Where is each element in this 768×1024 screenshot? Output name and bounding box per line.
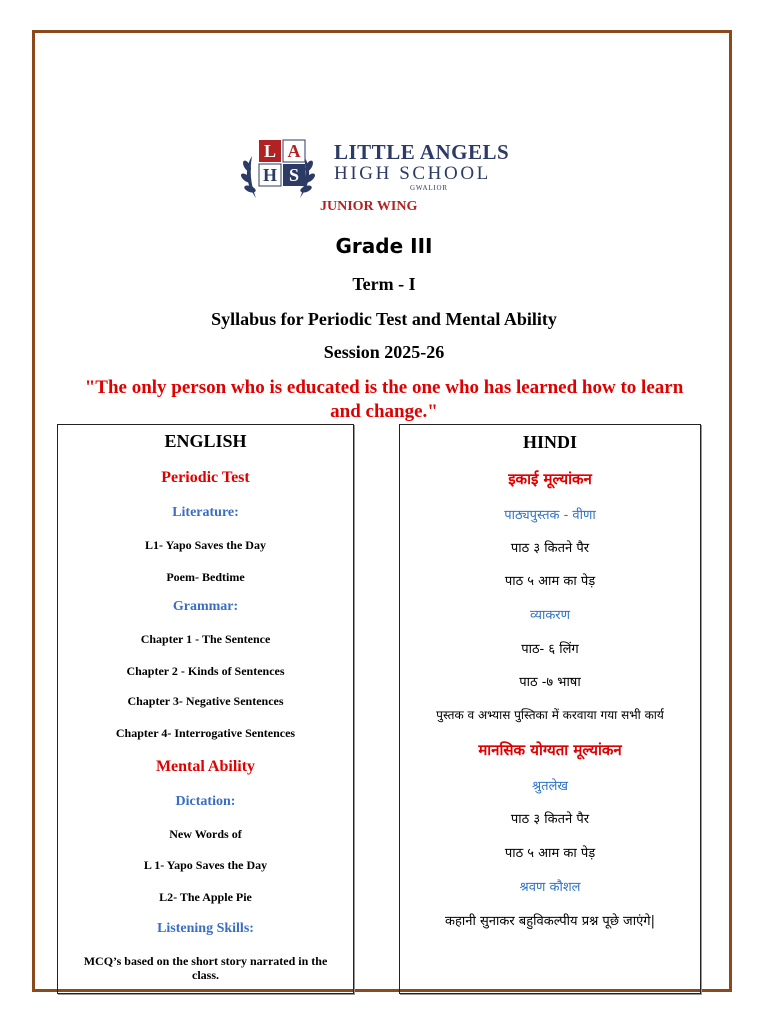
english-dictation-heading: Dictation: xyxy=(175,794,236,809)
english-literature-item: Poem- Bedtime xyxy=(166,570,245,584)
term-title: Term - I xyxy=(352,274,416,294)
hindi-listening-heading: श्रवण कौशल xyxy=(519,880,581,895)
hindi-periodic-test-heading: इकाई मूल्यांकन xyxy=(508,470,592,488)
hindi-textbook-item: पाठ ५ आम का पेड़ xyxy=(504,574,596,589)
english-dictation-item: New Words of xyxy=(169,827,242,841)
logo-letter-a: A xyxy=(287,141,301,161)
english-grammar-item: Chapter 4- Interrogative Sentences xyxy=(115,726,296,740)
hindi-textbook-heading: पाठ्यपुस्तक - वीणा xyxy=(504,508,596,523)
english-title: ENGLISH xyxy=(164,431,247,451)
hindi-grammar-item: पुस्तक व अभ्यास पुस्तिका में करवाया गया सभी कार्य xyxy=(436,708,664,722)
hindi-grammar-heading: व्याकरण xyxy=(529,608,571,623)
syllabus-title: Syllabus for Periodic Test and Mental Ability xyxy=(211,309,557,329)
english-dictation-item: L 1- Yapo Saves the Day xyxy=(143,858,268,872)
english-literature-item: L1- Yapo Saves the Day xyxy=(145,538,266,552)
hindi-grammar-item: पाठ- ६ लिंग xyxy=(521,642,579,657)
english-listening-item: MCQ’s based on the short story narrated in the class. xyxy=(83,954,328,982)
hindi-dictation-heading: श्रुतलेख xyxy=(531,779,569,794)
logo-letter-s: S xyxy=(288,165,299,185)
english-grammar-heading: Grammar: xyxy=(172,599,239,614)
logo-city: GWALIOR xyxy=(410,184,448,192)
hindi-panel xyxy=(399,424,701,994)
english-panel xyxy=(57,424,354,994)
school-logo xyxy=(238,136,538,216)
english-literature-heading: Literature: xyxy=(172,505,239,520)
english-grammar-item: Chapter 1 - The Sentence xyxy=(140,632,271,646)
hindi-dictation-item: पाठ ५ आम का पेड़ xyxy=(504,846,596,861)
quote: "The only person who is educated is the one who has learned how to learn and change." xyxy=(84,377,684,422)
grade-title: Grade III xyxy=(335,234,433,258)
hindi-title: HINDI xyxy=(522,432,577,452)
logo-letter-h: H xyxy=(262,165,277,185)
logo-name-line1: LITTLE ANGELS xyxy=(334,140,510,164)
english-listening-heading: Listening Skills: xyxy=(157,921,254,936)
english-mental-ability-heading: Mental Ability xyxy=(155,758,256,775)
hindi-grammar-item: पाठ -७ भाषा xyxy=(519,675,581,690)
logo-name-line2: HIGH SCHOOL xyxy=(334,163,491,184)
hindi-mental-ability-heading: मानसिक योग्यता मूल्यांकन xyxy=(478,741,622,759)
english-dictation-item: L2- The Apple Pie xyxy=(159,890,252,904)
hindi-dictation-item: पाठ ३ कितने पैर xyxy=(510,812,590,827)
english-grammar-item: Chapter 3- Negative Sentences xyxy=(127,694,284,708)
logo-letter-l: L xyxy=(263,141,276,161)
logo-wing: JUNIOR WING xyxy=(320,199,418,214)
english-grammar-item: Chapter 2 - Kinds of Sentences xyxy=(126,664,285,678)
english-periodic-test-heading: Periodic Test xyxy=(161,469,250,486)
hindi-listening-item: कहानी सुनाकर बहुविकल्पीय प्रश्न पूछे जाएंगे| xyxy=(445,914,655,929)
hindi-textbook-item: पाठ ३ कितने पैर xyxy=(510,541,590,556)
session-title: Session 2025-26 xyxy=(323,342,445,362)
